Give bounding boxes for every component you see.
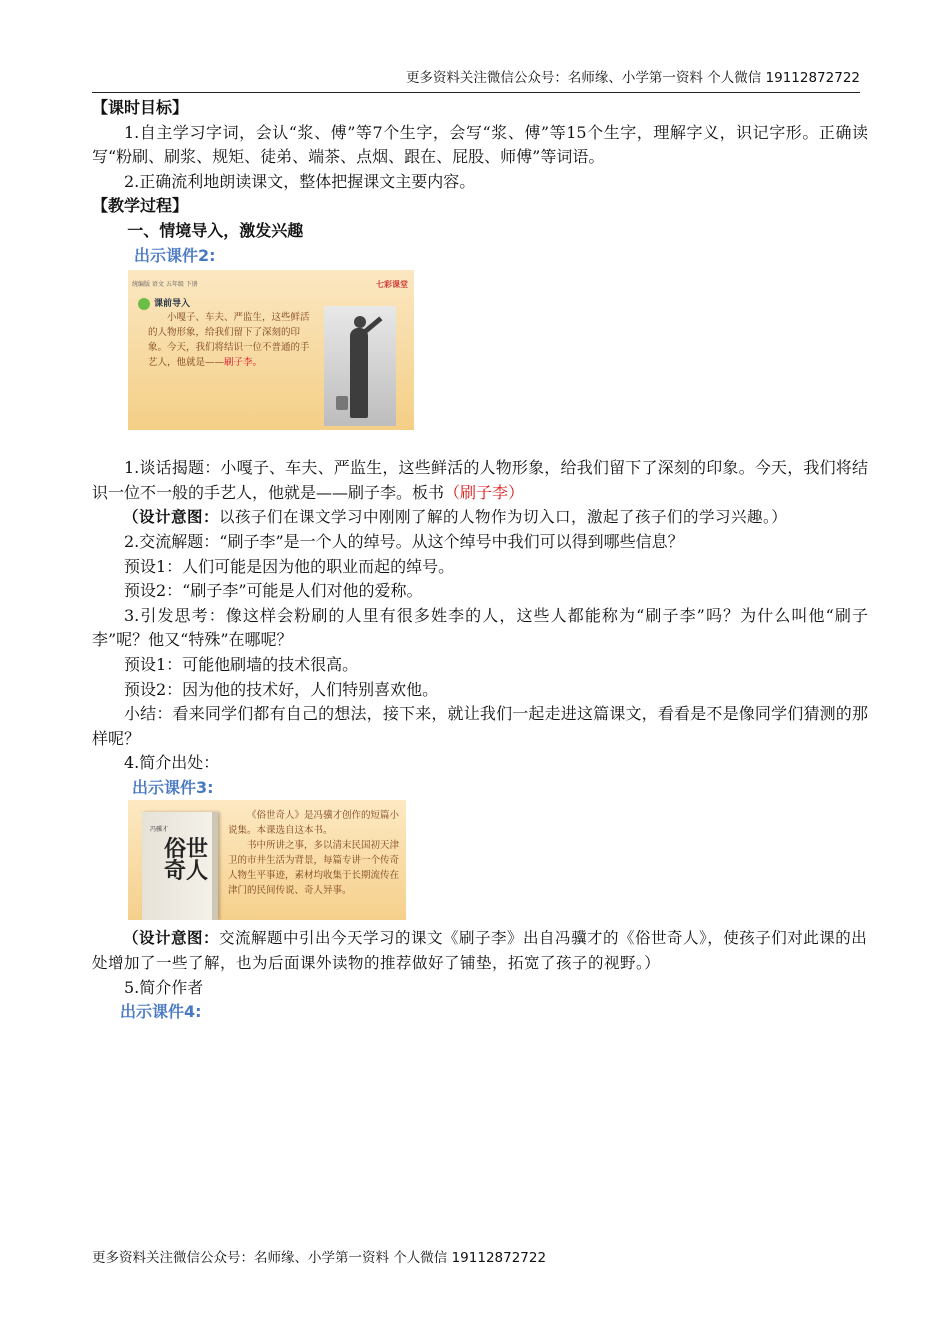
paragraph-6: 预设1：可能他刷墙的技术很高。	[124, 654, 359, 674]
design-intent-2-label: （设计意图：	[123, 929, 220, 948]
slide-text-highlight: 刷子李。	[224, 357, 263, 369]
courseware-label-4: 出示课件4:	[120, 1002, 202, 1022]
paragraph-4: 预设2：“刷子李”可能是人们对他的爱称。	[124, 581, 423, 601]
paragraph-1	[92, 456, 868, 505]
design-intent-2	[92, 926, 868, 975]
painter-head-shape	[354, 316, 366, 328]
slide3-text	[228, 808, 400, 898]
objective-item-2: 2.正确流利地朗读课文，整体把握课文主要内容。	[124, 171, 476, 191]
process-heading: 【教学过程】	[92, 196, 189, 216]
painter-photo	[324, 306, 396, 426]
footer-text: 更多资料关注微信公众号：名师缘、小学第一资料 个人微信 19112872722	[92, 1250, 547, 1266]
courseware-slide-2	[128, 270, 414, 430]
slide3-para-2: 书中所讲之事，多以清末民国初天津卫的市井生活为背景，每篇专讲一个传奇人物生平事迹，素材均收集于长期流传在津门的民间传说、奇人异事。	[228, 840, 400, 897]
design-intent-1	[92, 505, 868, 530]
objective-item-1: 1.自主学习字词，会认“浆、傅”等7个生字，会写“浆、傅”等15个生字，理解字义，识记字形。正确读写“粉刷、刷浆、规矩、徒弟、端茶、点烟、跟在、屁股、师傅”等词语。	[92, 122, 868, 167]
courseware-label-3: 出示课件3:	[132, 777, 214, 797]
objectives-heading: 【课时目标】	[92, 98, 189, 117]
header-text: 更多资料关注微信公众号：名师缘、小学第一资料 个人微信 19112872722	[405, 70, 860, 86]
paragraph-8: 小结：看来同学们都有自己的想法，接下来，就让我们一起走进这篇课文，看看是不是像同学们猜测的那样呢？	[92, 704, 868, 748]
design-intent-2-text: 交流解题中引出今天学习的课文《刷子李》出自冯骥才的《俗世奇人》，使孩子们对此课的出处增加了一些了解，也为后面课外读物的推荐做好了铺垫，拓宽了孩子的视野。）	[92, 929, 868, 973]
design-intent-1-label: （设计意图：	[123, 508, 220, 527]
slide-text-body: 小嘎子、车夫、严监生，这些鲜活的人物形象，给我们留下了深刻的印象。今天，我们将结识一位不普通的手艺人，他就是——	[148, 312, 310, 369]
book-spine	[212, 812, 218, 920]
paragraph-1-text: 1.谈话揭题：小嘎子、车夫、严监生，这些鲜活的人物形象，给我们留下了深刻的印象。今天，我们将结识一位不一般的手艺人，他就是——刷子李。板书	[92, 458, 868, 502]
paragraph-7: 预设2：因为他的技术好，人们特别喜欢他。	[124, 679, 439, 699]
check-circle-icon	[138, 298, 150, 310]
slide3-para-1: 《俗世奇人》是冯骥才创作的短篇小说集。本课选自这本书。	[228, 810, 400, 837]
paint-bucket-shape	[336, 396, 348, 410]
board-writing-red: （刷子李）	[444, 482, 525, 502]
paragraph-9: 4.简介出处：	[124, 753, 220, 773]
paragraph-3: 预设1：人们可能是因为他的职业而起的绰号。	[124, 556, 455, 576]
design-intent-1-text: 以孩子们在课文学习中刚刚了解的人物作为切入口，激起了孩子们的学习兴趣。）	[219, 508, 788, 527]
document-body	[92, 96, 868, 1025]
book-cover-image	[142, 812, 218, 920]
painter-body-shape	[350, 328, 368, 418]
slide-badge-label: 课前导入	[154, 299, 191, 310]
book-author: 冯骥才	[150, 826, 169, 834]
paragraph-5: 3.引发思考：像这样会粉刷的人里有很多姓李的人，这些人都能称为“刷子李”吗？为什么叫他“刷子李”呢？他又“特殊”在哪呢？	[92, 605, 868, 650]
paragraph-10: 5.简介作者	[124, 977, 204, 997]
section-heading-1: 一、情境导入，激发兴趣	[127, 220, 304, 240]
slide-text	[148, 310, 312, 370]
courseware-label-2: 出示课件2:	[134, 245, 216, 265]
page-footer	[92, 1246, 546, 1266]
slide-brand-logo: 七彩课堂	[376, 280, 408, 290]
slide-topbar: 统编版 语文 五年级 下册	[132, 281, 198, 289]
book-title: 俗世奇人	[164, 836, 209, 885]
courseware-slide-3	[128, 800, 406, 920]
page-header	[92, 68, 860, 93]
paragraph-2: 2.交流解题：“刷子李”是一个人的绰号。从这个绰号中我们可以得到哪些信息？	[124, 531, 684, 551]
